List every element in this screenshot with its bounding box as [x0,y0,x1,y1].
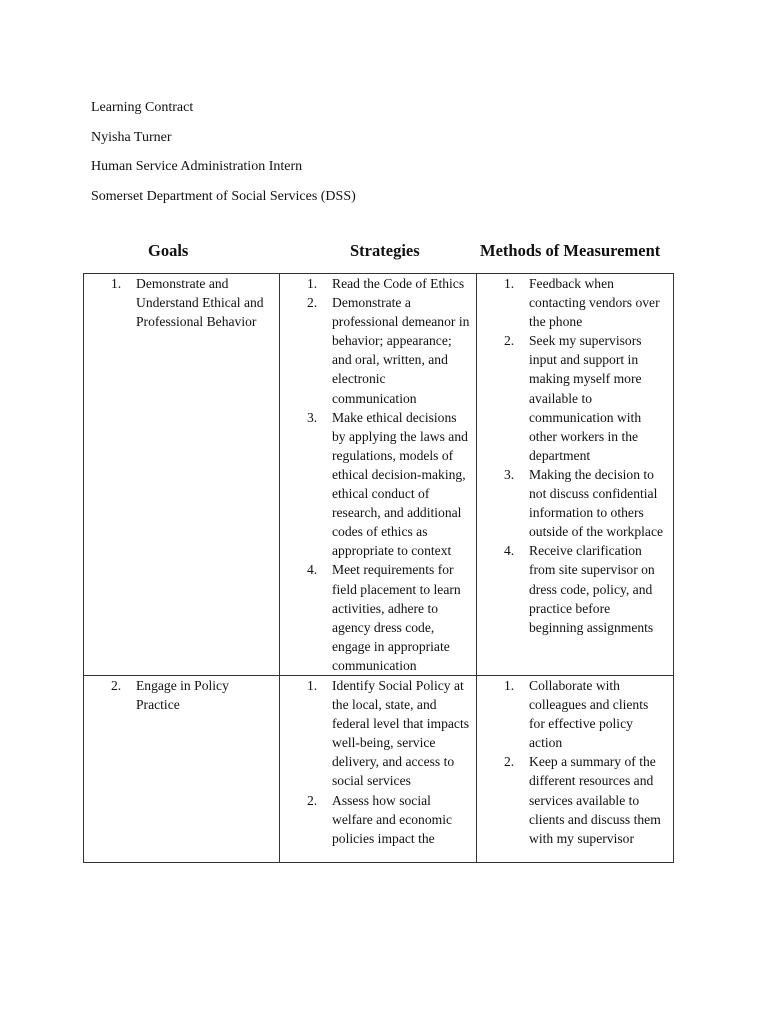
list-item [477,331,673,465]
item-number: 1. [307,677,318,693]
item-number: 2. [307,295,318,311]
item-number: 4. [504,543,515,559]
item-number: 1. [504,276,515,291]
strategies-cell [280,274,477,676]
list-item [280,676,476,791]
goals-list [84,274,279,331]
list-item [280,293,476,408]
item-text: Assess how social welfare and economic policies impact the [332,792,453,846]
item-text: Demonstrate a professional demeanor in behavior; appearance; and oral, written, and electronic communication [332,295,470,406]
item-number: 2. [307,792,318,808]
item-number: 2. [504,754,515,770]
methods-list [477,274,673,637]
list-item [477,465,673,541]
item-text: Demonstrate and Understand Ethical and Professional Behavior [136,276,264,330]
goals-list [84,676,279,714]
list-item [280,274,476,293]
document-header [91,93,356,211]
list-item [280,791,476,848]
methods-list [477,676,673,848]
agency-name: Somerset Department of Social Services (DSS) [91,188,356,204]
item-text: Make ethical decisions by applying the laws and regulations, models of ethical decision-making, ethical conduct of research, and additional codes of ethics as appropriate to context [332,409,468,559]
column-header-strategies: Strategies [350,241,420,260]
table-row [84,274,674,676]
item-text: Receive clarification from site supervisor on dress code, policy, and practice before beginning assignments [529,543,655,635]
methods-cell [477,675,674,862]
item-text: Feedback when contacting vendors over the phone [529,276,660,330]
column-header-methods: Methods of Measurement [480,241,661,260]
item-text: Identify Social Policy at the local, state, and federal level that impacts well-being, service delivery, and access to social services [332,677,470,789]
list-item [477,541,673,636]
strategies-list [280,274,476,675]
item-text: Making the decision to not discuss confidential information to others outside of the workplace [529,466,664,540]
item-text: Collaborate with colleagues and clients for effective policy action [529,677,649,751]
item-number: 1. [111,276,122,291]
item-number: 1. [307,276,318,291]
methods-cell [477,274,674,676]
list-item [280,560,476,675]
intern-role: Human Service Administration Intern [91,159,303,174]
list-item [84,676,279,714]
item-number: 3. [307,409,318,425]
list-item [84,274,279,331]
strategies-list [280,676,476,848]
list-item [477,752,673,847]
list-item [280,408,476,561]
item-text: Engage in Policy Practice [136,677,229,713]
learning-contract-table [83,273,674,863]
goals-cell [84,274,280,676]
item-number: 4. [307,562,318,578]
goals-cell [84,675,280,862]
item-number: 1. [504,677,515,693]
table-row [84,675,674,862]
item-text: Seek my supervisors input and support in making myself more available to communication with other workers in the department [529,333,642,463]
item-number: 2. [504,333,515,349]
table-column-headers [83,241,672,265]
document-title: Learning Contract [91,100,194,115]
item-text: Read the Code of Ethics [332,276,465,291]
student-name: Nyisha Turner [91,129,172,145]
list-item [477,676,673,752]
item-number: 3. [504,466,515,482]
list-item [477,274,673,331]
item-text: Meet requirements for field placement to learn activities, adhere to agency dress code, engage in appropriate communication [332,562,461,673]
column-header-goals: Goals [148,241,189,260]
item-number: 2. [111,677,122,693]
strategies-cell [280,675,477,862]
item-text: Keep a summary of the different resources and services available to clients and discuss them with my supervisor [529,754,661,846]
